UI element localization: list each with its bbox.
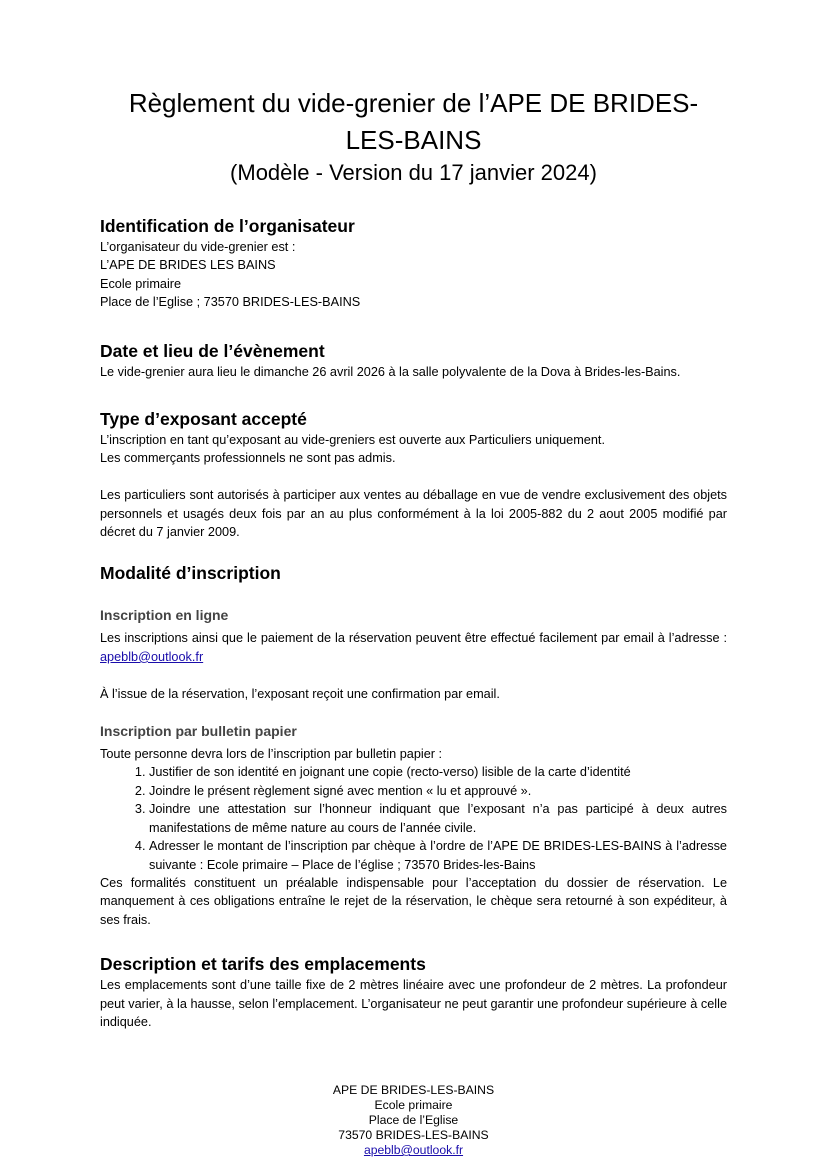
locations-text: Les emplacements sont d’une taille fixe de 2 mètres linéaire avec une profondeur de 2 mètres. La profondeur peut varier, à la hausse, selon l’emplacement. L’organisateur ne peut garantir une profondeur supérieure à celle indiquée. — [100, 978, 727, 1029]
section-registration — [100, 561, 727, 929]
section-locations — [100, 952, 727, 1031]
paper-outro: Ces formalités constituent un préalable indispensable pour l’acceptation du dossier de réservation. Le manquement à ces obligations entraîne le rejet de la réservation, le chèque sera retourné à son expéditeur, à ses frais. — [100, 875, 727, 927]
section-heading: Type d’exposant accepté — [100, 409, 307, 430]
requirements-list — [100, 763, 727, 873]
list-item: 3. Joindre une attestation sur l’honneur indiquant que l’exposant n’a pas participé à deux autres manifestations de même nature au cours de l’année civile. — [149, 800, 727, 837]
subsection-heading: Inscription en ligne — [100, 607, 229, 624]
section-date-place — [100, 339, 727, 381]
document-subtitle: (Modèle - Version du 17 janvier 2024) — [230, 160, 597, 185]
footer-line: 73570 BRIDES-LES-BAINS — [338, 1128, 489, 1142]
footer-line: Place de l’Eglise — [368, 1113, 459, 1127]
date-place-text: Le vide-grenier aura lieu le dimanche 26 avril 2026 à la salle polyvalente de la Dova à Brides-les-Bains. — [100, 364, 681, 379]
footer-email-link[interactable]: apeblb@outlook.fr — [363, 1143, 464, 1157]
section-heading: Identification de l’organisateur — [100, 216, 355, 236]
footer-line: APE DE BRIDES-LES-BAINS — [332, 1083, 495, 1097]
section-organizer — [100, 214, 727, 312]
online-registration-lead: Les inscriptions ainsi que le paiement de la réservation peuvent être effectué facilement par email à l’adresse : — [100, 631, 727, 646]
list-item: 2. Joindre le présent règlement signé avec mention « lu et approuvé ». — [149, 782, 727, 800]
title-line-2: LES-BAINS — [345, 125, 482, 155]
organizer-line: L’organisateur du vide-grenier est : — [100, 240, 296, 254]
organizer-line: Ecole primaire — [100, 276, 182, 291]
exhibitor-legal-text: Les particuliers sont autorisés à participer aux ventes au déballage en vue de vendre exclusivement des objets personnels et usagés deux fois par an au plus conformément à la loi 2005-882 du 2 aout 2005 modifié par décret du 7 janvier 2009. — [100, 488, 727, 540]
section-heading: Date et lieu de l’évènement — [100, 340, 325, 361]
footer-line: Ecole primaire — [374, 1098, 453, 1112]
document-body — [100, 214, 727, 1031]
section-heading: Description et tarifs des emplacements — [100, 954, 426, 975]
exhibitor-line: Les commerçants professionnels ne sont pas admis. — [100, 451, 396, 466]
email-link[interactable]: apeblb@outlook.fr — [100, 649, 204, 664]
subsection-heading: Inscription par bulletin papier — [100, 723, 297, 740]
organizer-line: L’APE DE BRIDES LES BAINS — [100, 258, 276, 273]
paper-intro: Toute personne devra lors de l’inscription par bulletin papier : — [100, 747, 443, 762]
organizer-line: Place de l’Eglise ; 73570 BRIDES-LES-BAINS — [100, 295, 361, 310]
confirmation-text: À l’issue de la réservation, l’exposant reçoit une confirmation par email. — [100, 686, 500, 701]
exhibitor-line: L’inscription en tant qu’exposant au vide-greniers est ouverte aux Particuliers uniquement. — [100, 433, 605, 448]
list-item: 1. Justifier de son identité en joignant une copie (recto-verso) lisible de la carte d’identité — [149, 763, 727, 781]
list-item: 4. Adresser le montant de l’inscription par chèque à l’ordre de l’APE DE BRIDES-LES-BAINS à l’adresse suivante : Ecole primaire – Place de l’église ; 73570 Brides-les-Bains — [149, 837, 727, 874]
page-footer — [100, 1083, 727, 1158]
online-registration-text — [100, 629, 727, 666]
section-exhibitor-type — [100, 407, 727, 541]
document-title — [100, 85, 727, 159]
title-line-1: Règlement du vide-grenier de l’APE DE BRIDES- — [128, 88, 699, 118]
section-heading: Modalité d’inscription — [100, 563, 281, 584]
